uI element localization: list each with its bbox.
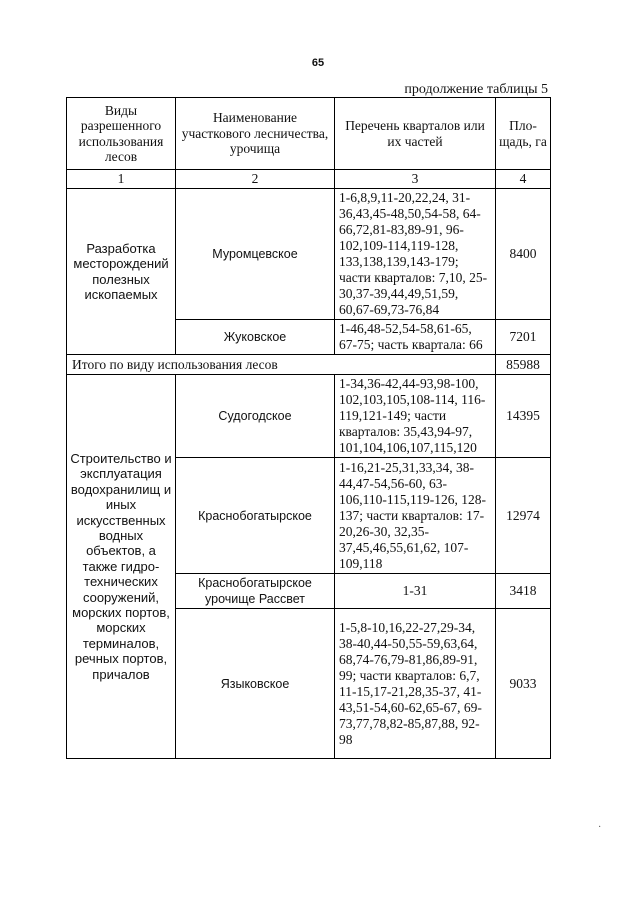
header-area: Пло-щадь, га <box>496 98 551 170</box>
header-use-type: Виды разрешенного использования лесов <box>67 98 176 170</box>
forest-use-table <box>66 97 551 759</box>
column-number-row <box>67 170 551 189</box>
quarters-cell: 1-16,21-25,31,33,34, 38-44,47-54,56-60, 63-106,110-115,119-126, 128-137; части кварталов: 17-20,26-30, 32,35-37,45,46,55,61,62, 107-109,118 <box>335 458 496 574</box>
column-number: 4 <box>496 170 551 189</box>
quarters-cell: 1-6,8,9,11-20,22,24, 31-36,43,45-48,50,54-58, 64-66,72,81-83,89-91, 96-102,109-114,119-128, 133,138,139,143-179; части кварталов: 7,10, 25-30,37-39,44,49,51,59, 60,67-69,73-76,84 <box>335 189 496 320</box>
forestry-cell: Муромцевское <box>176 189 335 320</box>
quarters-cell: 1-31 <box>335 574 496 609</box>
area-cell: 9033 <box>496 609 551 759</box>
total-row <box>67 355 551 375</box>
scan-speck: · <box>598 822 602 833</box>
use-type-cell: Разработка месторождений полезных ископаемых <box>67 189 176 355</box>
area-cell: 12974 <box>496 458 551 574</box>
use-type-cell: Строительство и эксплуатация водохранилищ и иных искусственных водных объектов, а также гидро-технических сооружений, морских портов, морских терминалов, речных портов, причалов <box>67 375 176 759</box>
table-continuation-label: продолжение таблицы 5 <box>404 82 548 97</box>
quarters-cell: 1-34,36-42,44-93,98-100, 102,103,105,108-114, 116-119,121-149; части кварталов: 35,43,94-97, 101,104,106,107,115,120 <box>335 375 496 458</box>
forestry-cell: Краснобогатырское урочище Рассвет <box>176 574 335 609</box>
forestry-cell: Жуковское <box>176 320 335 355</box>
column-number: 2 <box>176 170 335 189</box>
header-row <box>67 98 551 170</box>
area-cell: 8400 <box>496 189 551 320</box>
forestry-cell: Краснобогатырское <box>176 458 335 574</box>
column-number: 1 <box>67 170 176 189</box>
header-quarters-list: Перечень кварталов или их частей <box>335 98 496 170</box>
total-area: 85988 <box>496 355 551 375</box>
area-cell: 7201 <box>496 320 551 355</box>
quarters-cell: 1-46,48-52,54-58,61-65, 67-75; часть квартала: 66 <box>335 320 496 355</box>
forestry-cell: Судогодское <box>176 375 335 458</box>
total-label: Итого по виду использования лесов <box>67 355 496 375</box>
quarters-cell: 1-5,8-10,16,22-27,29-34, 38-40,44-50,55-59,63,64, 68,74-76,79-81,86,89-91, 99; части кварталов: 6,7, 11-15,17-21,28,35-37, 41-43,51-54,60-62,65-67, 69-73,77,78,82-85,87,88, 92-98 <box>335 609 496 759</box>
area-cell: 14395 <box>496 375 551 458</box>
area-cell: 3418 <box>496 574 551 609</box>
column-number: 3 <box>335 170 496 189</box>
forestry-cell: Языковское <box>176 609 335 759</box>
table-row <box>67 189 551 320</box>
page-number: 65 <box>311 57 325 69</box>
header-forestry-name: Наименование участкового лесничества, урочища <box>176 98 335 170</box>
table-row <box>67 375 551 458</box>
